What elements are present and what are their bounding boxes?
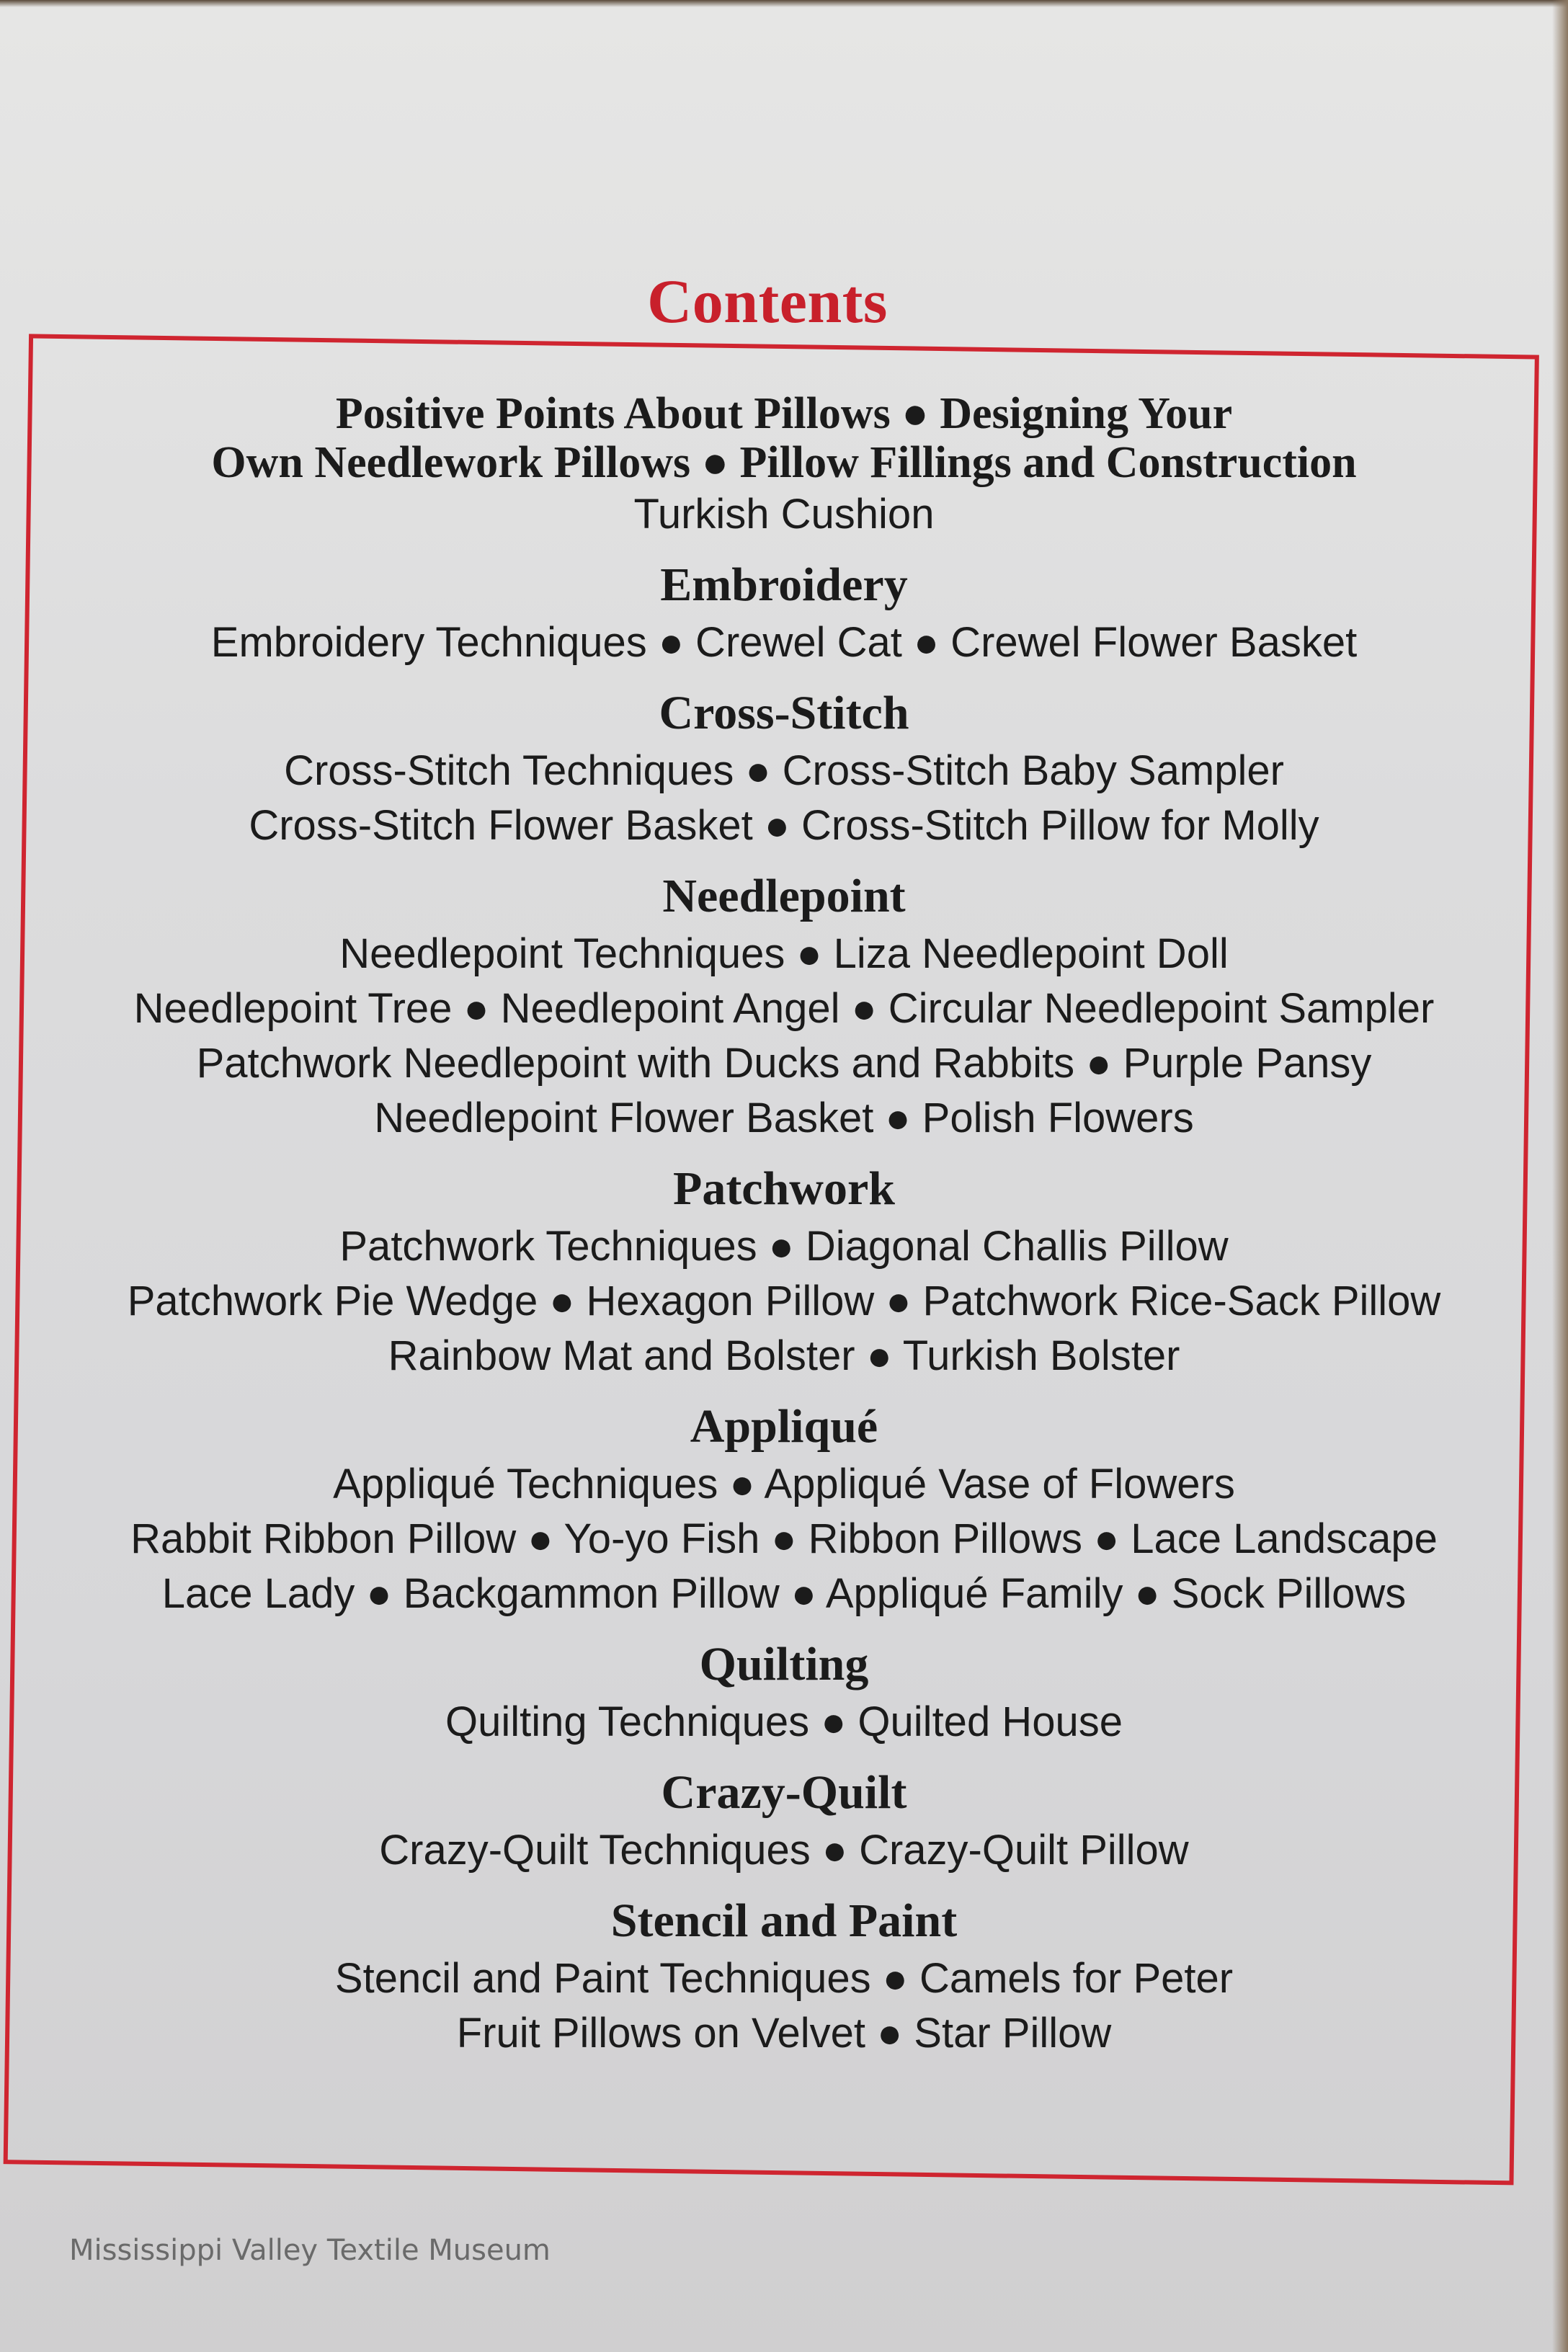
section-line: Needlepoint Flower Basket ● Polish Flowers xyxy=(374,1095,1194,1141)
section-quilting xyxy=(29,1634,1539,1750)
intro-block xyxy=(29,389,1539,542)
section-cross-stitch xyxy=(29,683,1539,853)
section-title: Patchwork xyxy=(673,1162,895,1215)
section-line: Rainbow Mat and Bolster ● Turkish Bolster xyxy=(388,1332,1180,1379)
page-top-edge xyxy=(0,0,1568,7)
section-line: Lace Lady ● Backgammon Pillow ● Appliqué Family ● Sock Pillows xyxy=(161,1570,1407,1617)
section-line: Patchwork Techniques ● Diagonal Challis Pillow xyxy=(339,1223,1229,1270)
watermark-caption: Mississippi Valley Textile Museum xyxy=(69,2234,551,2267)
section-title: Stencil and Paint xyxy=(610,1894,958,1947)
section-line: Quilting Techniques ● Quilted House xyxy=(445,1698,1123,1745)
section-line: Stencil and Paint Techniques ● Camels for Peter xyxy=(334,1955,1234,2002)
section-title: Appliqué xyxy=(690,1400,878,1453)
intro-line: Positive Points About Pillows ● Designing Your xyxy=(335,389,1233,438)
section-line: Patchwork Needlepoint with Ducks and Rabbits ● Purple Pansy xyxy=(196,1040,1372,1087)
section-embroidery xyxy=(29,555,1539,670)
section-crazy-quilt xyxy=(29,1763,1539,1878)
contents-list xyxy=(29,389,1539,2061)
page-right-edge xyxy=(1552,0,1568,2352)
section-needlepoint xyxy=(29,866,1539,1146)
section-line: Embroidery Techniques ● Crewel Cat ● Crewel Flower Basket xyxy=(210,619,1358,666)
section-title: Quilting xyxy=(699,1638,869,1690)
section-line: Cross-Stitch Techniques ● Cross-Stitch Baby Sampler xyxy=(284,747,1284,794)
section-title: Cross-Stitch xyxy=(659,687,909,739)
section-line: Needlepoint Tree ● Needlepoint Angel ● Circular Needlepoint Sampler xyxy=(133,985,1435,1032)
contents-heading: Contents xyxy=(647,267,888,336)
section-line: Cross-Stitch Flower Basket ● Cross-Stitch Pillow for Molly xyxy=(249,802,1319,849)
section-line: Crazy-Quilt Techniques ● Crazy-Quilt Pillow xyxy=(379,1827,1189,1874)
section-title: Crazy-Quilt xyxy=(661,1766,907,1819)
section-title: Embroidery xyxy=(660,558,908,611)
section-stencil-and-paint xyxy=(29,1891,1539,2061)
section-line: Patchwork Pie Wedge ● Hexagon Pillow ● Patchwork Rice-Sack Pillow xyxy=(127,1278,1441,1324)
section-title: Needlepoint xyxy=(662,870,906,922)
section-line: Rabbit Ribbon Pillow ● Yo-yo Fish ● Ribbon Pillows ● Lace Landscape xyxy=(130,1515,1438,1562)
intro-line: Own Needlework Pillows ● Pillow Fillings and Construction xyxy=(211,438,1357,487)
section-patchwork xyxy=(29,1159,1539,1384)
section-applique xyxy=(29,1396,1539,1621)
section-line: Appliqué Techniques ● Appliqué Vase of Flowers xyxy=(333,1461,1235,1507)
intro-sub-line: Turkish Cushion xyxy=(633,491,935,538)
section-line: Needlepoint Techniques ● Liza Needlepoint Doll xyxy=(339,930,1229,977)
section-line: Fruit Pillows on Velvet ● Star Pillow xyxy=(456,2010,1112,2057)
